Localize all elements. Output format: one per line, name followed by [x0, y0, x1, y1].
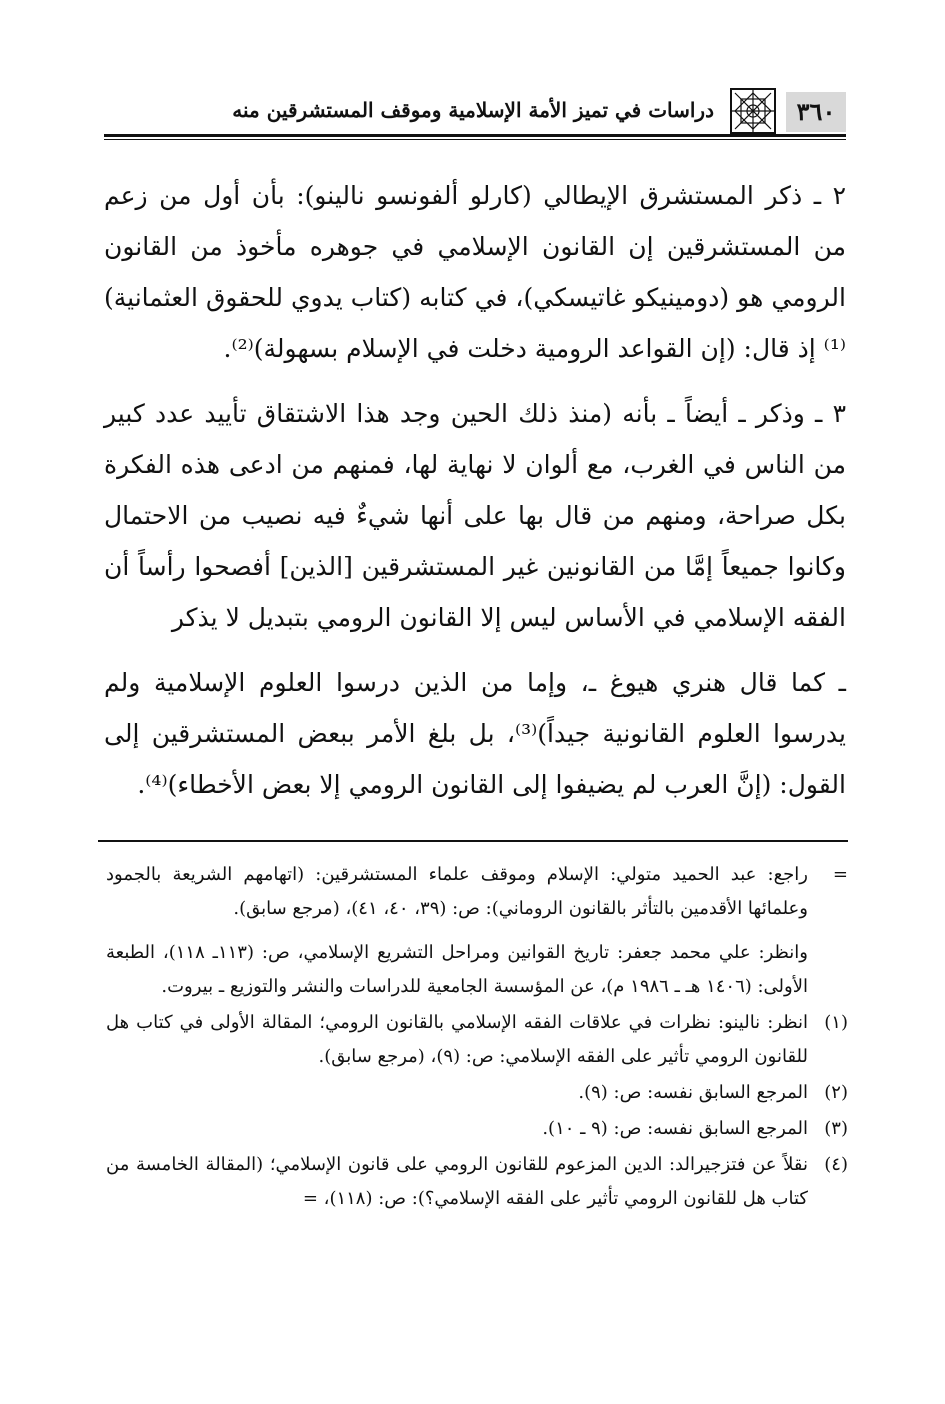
footnote-text: المرجع السابق نفسه: ص: (٩ ـ ١٠).: [542, 1118, 808, 1139]
footnote-mark: (١): [824, 1012, 848, 1033]
footnote: [106, 936, 848, 1004]
main-text: [104, 170, 846, 810]
running-title: دراسات في تميز الأمة الإسلامية وموقف المستشرقين منه: [232, 98, 714, 122]
footnote: [106, 1112, 848, 1146]
ornament-icon: [730, 88, 776, 134]
footnote: [106, 858, 848, 926]
footnote: [106, 1076, 848, 1110]
footnote-mark: (٤): [824, 1154, 848, 1175]
footnote-text: راجع: عبد الحميد متولي: الإسلام وموقف علماء المستشرقين: (اتهامهم الشريعة بالجمود وعلمائها الأقدمين بالتأثر بالقانون الروماني): ص: (٣٩، ٤٠، ٤١)، (مرجع سابق).: [106, 864, 808, 919]
page-number: ٣٦٠: [786, 92, 846, 132]
footnote-text: وانظر: علي محمد جعفر: تاريخ القوانين ومراحل التشريع الإسلامي، ص: (١١٣ـ ١١٨)، الطبعة الأولى: (١٤٠٦ هـ ـ ١٩٨٦ م)، عن المؤسسة الجامعية للدراسات والنشر والتوزيع ـ بيروت.: [106, 942, 808, 997]
header-rule: [104, 134, 846, 137]
footnote-text: انظر: نالينو: نظرات في علاقات الفقه الإسلامي بالقانون الرومي؛ المقالة الأولى في كتاب هل للقانون الرومي تأثير على الفقه الإسلامي: ص: (٩)، (مرجع سابق).: [106, 1012, 808, 1067]
footnotes: [106, 858, 848, 1216]
paragraph: ٢ ـ ذكر المستشرق الإيطالي (كارلو ألفونسو نالينو): بأن أول من زعم من المستشرقين إن القانون الإسلامي في جوهره مأخوذ من القانون الرومي هو (دومينيكو غاتيسكي)، في كتابه (كتاب يدوي للحقوق العثمانية)⁽¹⁾ إذ قال: (إن القواعد الرومية دخلت في الإسلام بسهولة)⁽²⁾.: [104, 181, 846, 363]
paragraph: ـ كما قال هنري هيوغ ـ، وإما من الذين درسوا العلوم الإسلامية ولم يدرسوا العلوم القانونية جيداً)⁽³⁾، بل بلغ الأمر ببعض المستشرقين إلى القول: (إنَّ العرب لم يضيفوا إلى القانون الرومي إلا بعض الأخطاء)⁽⁴⁾.: [104, 668, 846, 799]
footnote: [106, 1148, 848, 1216]
footnote-text: نقلاً عن فتزجيرالد: الدين المزعوم للقانون الرومي على قانون الإسلامي؛ (المقالة الخامسة من كتاب هل للقانون الرومي تأثير على الفقه الإسلامي؟): ص: (١١٨)، =: [106, 1154, 808, 1209]
footnote-text: المرجع السابق نفسه: ص: (٩).: [578, 1082, 808, 1103]
footnote-separator: [98, 840, 848, 842]
page-header: [104, 88, 846, 138]
footnote-mark: =: [832, 864, 848, 885]
footnote-mark: (٣): [824, 1118, 848, 1139]
header-rule-thin: [104, 139, 846, 140]
paragraph: ٣ ـ وذكر ـ أيضاً ـ بأنه (منذ ذلك الحين وجد هذا الاشتقاق تأييد عدد كبير من الناس في الغرب، مع ألوان لا نهاية لها، فمنهم من ادعى هذه الفكرة بكل صراحة، ومنهم من قال بها على أنها شيءٌ فيه نصيب من الاحتمال وكانوا جميعاً إمَّا من القانونين غير المستشرقين [الذين] أفصحوا رأساً أن الفقه الإسلامي في الأساس ليس إلا القانون الرومي بتبديل لا يذكر: [104, 399, 846, 632]
footnote-mark: (٢): [824, 1082, 848, 1103]
footnote-mark: [808, 936, 848, 1004]
footnote: [106, 1006, 848, 1074]
